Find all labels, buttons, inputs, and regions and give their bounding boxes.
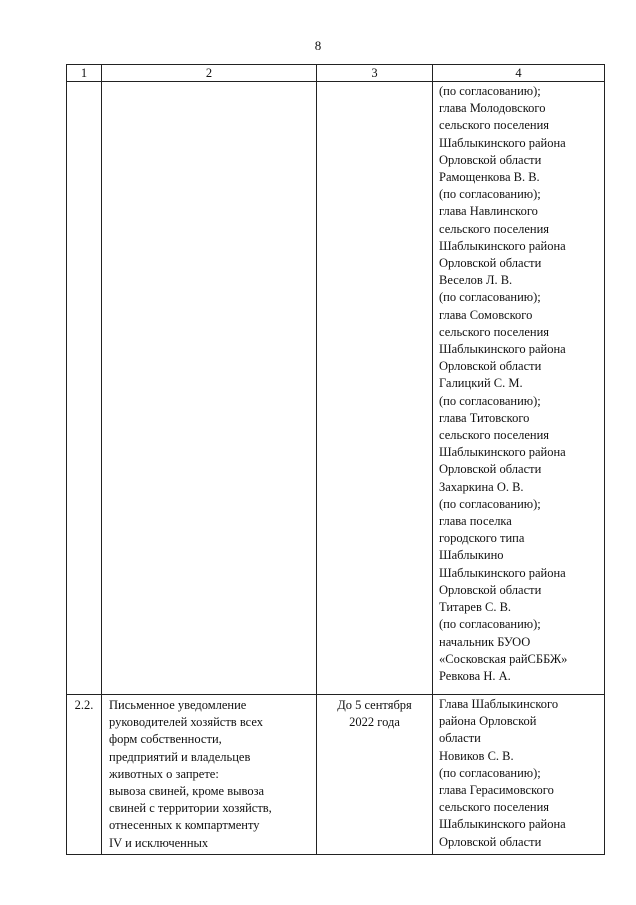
responsible-line: (по согласованию); [439, 765, 541, 780]
responsible-line: глава Герасимовского [439, 783, 554, 798]
responsible-line: глава Навлинского [439, 204, 538, 219]
measure-description-line: форм собственности, [109, 732, 222, 747]
responsible-line: глава Титовского [439, 410, 530, 425]
responsible-line: (по согласованию); [439, 617, 541, 632]
measure-description-cell [102, 82, 317, 695]
responsible-line: Титарев С. В. [439, 600, 512, 615]
measure-description-line: руководителей хозяйств всех [109, 715, 263, 730]
responsible-line: (по согласованию); [439, 187, 541, 202]
responsible-line: «Сосковская райСББЖ» [439, 651, 568, 666]
responsible-line: Орловской области [439, 152, 542, 167]
responsible-cell [433, 695, 605, 855]
item-number-cell [67, 82, 102, 695]
responsible-line: Рамощенкова В. В. [439, 170, 540, 185]
responsible-line: Галицкий С. М. [439, 376, 523, 391]
responsible-line: Орловской области [439, 256, 542, 271]
measure-description-line: IV и исключенных [109, 835, 209, 850]
deadline-cell [317, 695, 433, 855]
responsible-line: сельского поселения [439, 118, 550, 133]
responsible-line: городского типа [439, 531, 525, 546]
table-row [67, 695, 605, 855]
page-number: 8 [314, 38, 322, 53]
deadline-line: 2022 года [349, 715, 400, 730]
responsible-cell [433, 82, 605, 695]
responsible-line: Орловской области [439, 462, 542, 477]
responsible-line: Орловской области [439, 834, 542, 849]
responsible-line: Шаблыкинского района [439, 445, 566, 460]
responsible-line: глава Молодовского [439, 101, 546, 116]
measures-table [66, 64, 605, 855]
responsible-line: Захаркина О. В. [439, 479, 524, 494]
responsible-line: района Орловской [439, 714, 537, 729]
responsible-line: Орловской области [439, 582, 542, 597]
measure-description-line: Письменное уведомление [109, 698, 247, 712]
responsible-line: Глава Шаблыкинского [439, 697, 559, 711]
responsible-line: (по согласованию); [439, 84, 541, 98]
responsible-line: Шаблыкинского района [439, 817, 566, 832]
responsible-line: глава Сомовского [439, 307, 533, 322]
measure-description-line: предприятий и владельцев [109, 749, 251, 764]
column-header-1: 1 [67, 65, 102, 82]
measure-description-cell [102, 695, 317, 855]
table-row [67, 82, 605, 695]
responsible-line: Веселов Л. В. [439, 273, 513, 288]
responsible-line: (по согласованию); [439, 290, 541, 305]
responsible-line: (по согласованию); [439, 496, 541, 511]
deadline-cell [317, 82, 433, 695]
responsible-line: сельского поселения [439, 221, 550, 236]
table-header-row [67, 65, 605, 82]
responsible-line: Шаблыкинского района [439, 238, 566, 253]
responsible-line: Ревкова Н. А. [439, 668, 511, 683]
column-header-2: 2 [102, 65, 317, 82]
item-number-cell: 2.2. [67, 695, 102, 855]
responsible-line: Орловской области [439, 359, 542, 374]
responsible-line: области [439, 731, 481, 746]
responsible-line: Шаблыкинского района [439, 565, 566, 580]
column-header-3: 3 [317, 65, 433, 82]
responsible-line: (по согласованию); [439, 393, 541, 408]
responsible-line: глава поселка [439, 514, 512, 529]
responsible-line: начальник БУОО [439, 634, 531, 649]
responsible-line: сельского поселения [439, 428, 550, 443]
measure-description-line: свиней с территории хозяйств, [109, 801, 272, 816]
responsible-line: Шаблыкинского района [439, 342, 566, 357]
responsible-line: сельского поселения [439, 324, 550, 339]
responsible-line: Новиков С. В. [439, 748, 514, 763]
responsible-line: Шаблыкинского района [439, 135, 566, 150]
deadline-line: До 5 сентября [337, 698, 412, 712]
measure-description-line: животных о запрете: [109, 766, 219, 781]
responsible-line: сельского поселения [439, 800, 550, 815]
measure-description-line: отнесенных к компартменту [109, 818, 260, 833]
responsible-line: Шаблыкино [439, 548, 504, 563]
measure-description-line: вывоза свиней, кроме вывоза [109, 784, 265, 799]
column-header-4: 4 [433, 65, 605, 82]
